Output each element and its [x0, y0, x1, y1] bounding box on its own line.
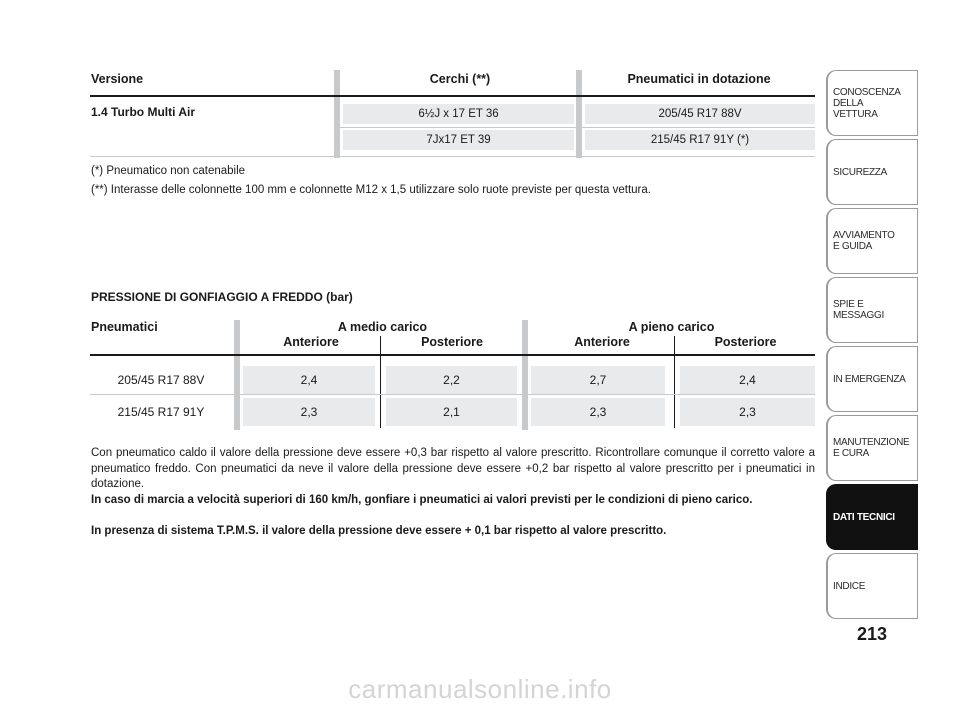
row-divider — [340, 127, 815, 128]
header-medio-carico: A medio carico — [337, 320, 428, 334]
pressure-value: 2,1 — [386, 398, 517, 426]
pressure-value: 2,3 — [680, 398, 815, 426]
column-separator — [334, 70, 340, 158]
tab-dati-tecnici[interactable]: DATI TECNICI — [826, 484, 918, 550]
pressure-value: 2,4 — [243, 366, 375, 394]
header-anteriore: Anteriore — [283, 335, 339, 349]
pressure-value: 2,3 — [243, 398, 375, 426]
header-rule — [90, 354, 815, 356]
paragraph-high-speed: In caso di marcia a velocità superiori di 160 km/h, gonfiare i pneumatici ai valori previsti per le condizioni di pieno carico. — [91, 494, 753, 506]
header-versione: Versione — [91, 72, 144, 86]
tyre-cell: 215/45 R17 91Y (*) — [585, 130, 815, 150]
column-separator — [576, 70, 582, 158]
page-number: 213 — [856, 624, 888, 644]
row-divider — [90, 394, 815, 395]
watermark: carmanualsonline.info — [348, 674, 612, 704]
tyre-cell: 205/45 R17 88V — [585, 104, 815, 124]
table-bottom-rule — [90, 156, 815, 157]
header-posteriore: Posteriore — [714, 335, 777, 349]
tab-manutenzione-cura[interactable]: MANUTENZIONE E CURA — [826, 415, 918, 481]
header-anteriore: Anteriore — [574, 335, 630, 349]
paragraph-tpms: In presenza di sistema T.P.M.S. il valore della pressione deve essere + 0,1 bar rispetto al valore prescritto. — [91, 525, 667, 537]
pressure-value: 2,2 — [386, 366, 517, 394]
tyre-size: 215/45 R17 91Y — [117, 405, 205, 419]
header-pneumatici-dotazione: Pneumatici in dotazione — [627, 72, 771, 86]
tab-sicurezza[interactable]: SICUREZZA — [826, 139, 918, 205]
tab-conoscenza-vettura[interactable]: CONOSCENZA DELLA VETTURA — [826, 70, 918, 136]
tab-indice[interactable]: INDICE — [826, 553, 918, 619]
column-separator — [234, 320, 240, 430]
rim-cell: 7Jx17 ET 39 — [343, 130, 574, 150]
section-title: PRESSIONE DI GONFIAGGIO A FREDDO (bar) — [91, 290, 353, 304]
subcolumn-separator — [380, 336, 381, 428]
pressure-value: 2,7 — [531, 366, 665, 394]
pressure-value: 2,4 — [680, 366, 815, 394]
rim-cell: 6½J x 17 ET 36 — [343, 104, 574, 124]
pressure-value: 2,3 — [531, 398, 665, 426]
header-rule — [90, 95, 815, 97]
footnote-non-catenabile: (*) Pneumatico non catenabile — [91, 165, 246, 177]
subcolumn-separator — [674, 336, 675, 428]
tab-avviamento-guida[interactable]: AVVIAMENTO E GUIDA — [826, 208, 918, 274]
tab-spie-messaggi[interactable]: SPIE E MESSAGGI — [826, 277, 918, 343]
version-name: 1.4 Turbo Multi Air — [91, 105, 195, 119]
column-separator — [522, 320, 528, 430]
header-pieno-carico: A pieno carico — [628, 320, 715, 334]
header-cerchi: Cerchi (**) — [429, 72, 491, 86]
header-pneumatici: Pneumatici — [91, 320, 158, 334]
tab-in-emergenza[interactable]: IN EMERGENZA — [826, 346, 918, 412]
header-posteriore: Posteriore — [421, 335, 483, 349]
tyre-size: 205/45 R17 88V — [117, 373, 205, 387]
paragraph-hot-tyre: Con pneumatico caldo il valore della pressione deve essere +0,3 bar rispetto al valore prescritto. Ricontrollare comunque il corretto valore a pneumatico freddo. Con pneumatici da neve il valore della pressione deve essere +0,2 bar rispetto al valore prescritto per i pneumatici in dotazione. — [91, 447, 815, 490]
footnote-interasse: (**) Interasse delle colonnette 100 mm e colonnette M12 x 1,5 utilizzare solo ruote previste per questa vettura. — [91, 184, 651, 196]
